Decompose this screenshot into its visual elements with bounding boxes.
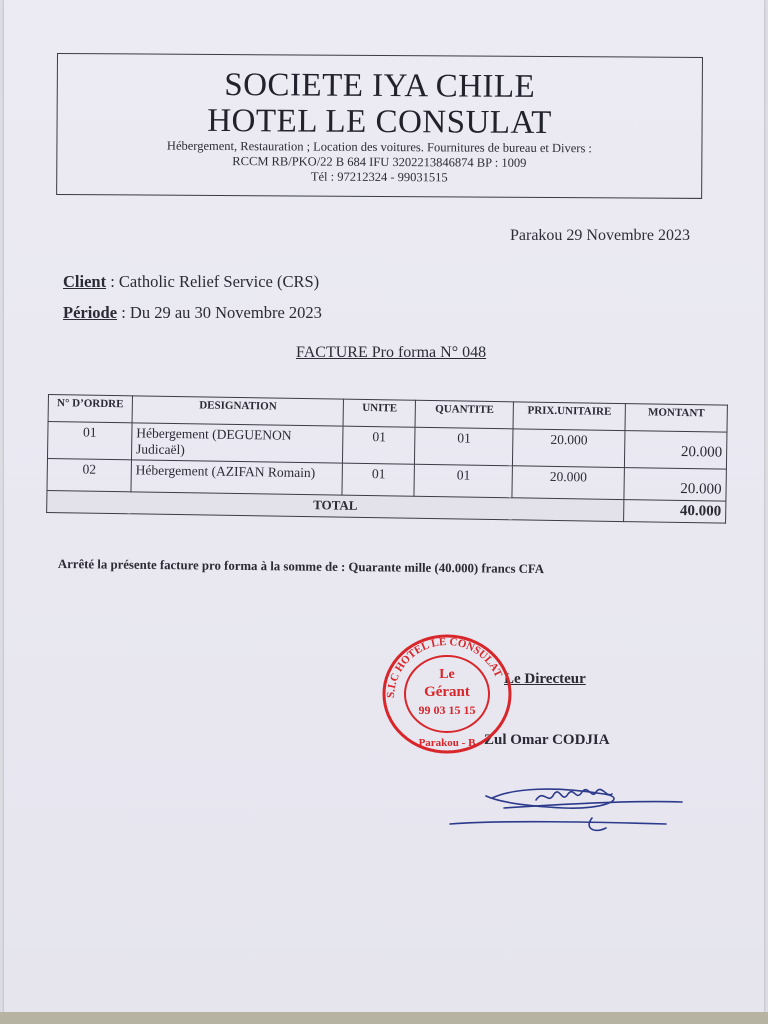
invoice-title: FACTURE Pro forma N° 048	[296, 344, 487, 361]
col-header-quantite: QUANTITE	[415, 400, 513, 429]
col-header-ordre: N° D’ORDRE	[48, 395, 132, 423]
stamp-line3: 99 03 15 15	[418, 703, 476, 717]
amount-in-words: Arrêté la présente facture pro forma à la somme de : Quarante mille (40.000) francs CFA	[57, 557, 545, 577]
col-header-unite: UNITE	[343, 399, 415, 427]
col-header-prix: PRIX.UNITAIRE	[513, 402, 625, 431]
client-value: : Catholic Relief Service (CRS)	[106, 272, 320, 291]
cell-montant: 20.000	[624, 468, 726, 502]
invoice-table	[46, 394, 728, 524]
table-surface	[0, 1012, 768, 1024]
company-registration: RCCM RB/PKO/22 B 684 IFU 3202213846874 BP : 1009	[232, 154, 527, 170]
total-value: 40.000	[624, 500, 726, 524]
periode-value: : Du 29 au 30 Novembre 2023	[117, 303, 322, 322]
stamp-line1: Le	[439, 667, 455, 682]
periode-field	[63, 303, 322, 323]
col-header-designation: DESIGNATION	[132, 396, 344, 426]
company-stamp	[380, 632, 514, 756]
client-field	[63, 272, 319, 292]
cell-montant: 20.000	[625, 431, 727, 470]
cell-prix: 20.000	[512, 466, 624, 500]
periode-label: Période	[63, 303, 118, 322]
cell-quantite: 01	[415, 427, 513, 466]
cell-prix: 20.000	[513, 429, 625, 468]
company-activities: Hébergement, Restauration ; Location des voitures. Fournitures de bureau et Divers :	[166, 138, 592, 156]
cell-designation: Hébergement (AZIFAN Romain)	[131, 460, 343, 495]
cell-unite: 01	[343, 426, 415, 464]
cell-quantite: 01	[414, 464, 512, 498]
total-label: TOTAL	[47, 490, 624, 521]
stamp-line2: Gérant	[424, 684, 470, 700]
invoice-page	[4, 0, 764, 1015]
col-header-montant: MONTANT	[625, 404, 727, 433]
company-phone: Tél : 97212324 - 99031515	[310, 169, 448, 185]
stamp-bottom-text: Parakou - B	[418, 737, 476, 749]
letterhead	[56, 53, 703, 199]
cell-ordre: 01	[47, 422, 131, 460]
company-name: SOCIETE IYA CHILE	[224, 67, 536, 105]
handwritten-signature	[444, 778, 694, 848]
cell-ordre: 02	[47, 458, 131, 491]
stamp-ring-text: S.I.C HOTEL LE CONSULAT	[384, 635, 505, 699]
cell-designation: Hébergement (DEGUENON Judicaël)	[131, 423, 343, 463]
director-title: Le Directeur	[504, 671, 586, 687]
client-label: Client	[63, 272, 107, 291]
hotel-name: HOTEL LE CONSULAT	[207, 102, 552, 142]
signatory-name: Zul Omar CODJIA	[484, 732, 610, 748]
cell-unite: 01	[342, 463, 414, 496]
place-date: Parakou 29 Novembre 2023	[510, 227, 690, 244]
